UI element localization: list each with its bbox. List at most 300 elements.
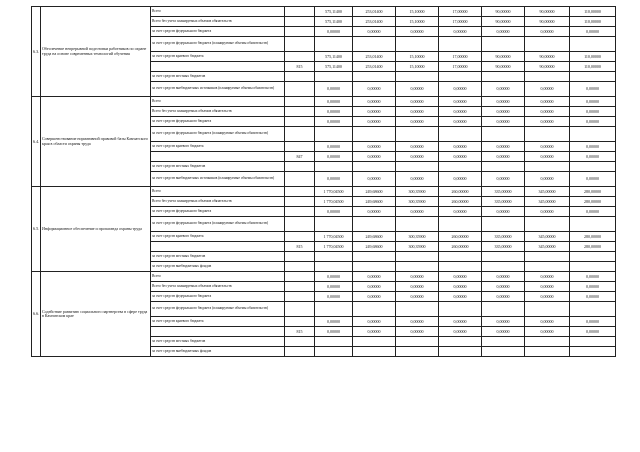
amount-cell: 0,00000: [525, 117, 570, 127]
amount-cell: [525, 37, 570, 52]
amount-cell: 0,00000: [525, 82, 570, 97]
amount-cell: 0,00000: [482, 292, 525, 302]
funding-source-label: за счет средств внебюджетных фондов: [151, 262, 285, 272]
amount-cell: 0,00000: [482, 142, 525, 152]
section-code: 6.6.: [32, 272, 41, 357]
budget-code-cell: [285, 142, 315, 152]
amount-cell: 0,00000: [525, 97, 570, 107]
funding-source-label: Всего: [151, 187, 285, 197]
amount-cell: 1 770,04500: [315, 242, 353, 252]
amount-cell: [525, 302, 570, 317]
amount-cell: 0,00000: [439, 107, 482, 117]
funding-source-label: за счет средств федерального бюджета (планируемые объемы обязательств): [151, 127, 285, 142]
budget-code-cell: [285, 292, 315, 302]
amount-cell: [396, 347, 439, 357]
budget-code-cell: [285, 252, 315, 262]
amount-cell: [353, 262, 396, 272]
amount-cell: 90,00000: [525, 7, 570, 17]
amount-cell: 0,00000: [353, 142, 396, 152]
amount-cell: 0,00000: [570, 207, 616, 217]
amount-cell: 0,00000: [353, 152, 396, 162]
amount-cell: 0,00000: [525, 107, 570, 117]
section-name: Совершенствование нормативной правовой базы Камчатского края в области охраны труда: [41, 97, 151, 187]
amount-cell: 253,01400: [353, 52, 396, 62]
funding-source-label: за счет средств местных бюджетов: [151, 337, 285, 347]
amount-cell: 0,00000: [396, 152, 439, 162]
amount-cell: [353, 347, 396, 357]
amount-cell: [570, 347, 616, 357]
amount-cell: 0,00000: [353, 82, 396, 97]
amount-cell: 90,00000: [482, 17, 525, 27]
amount-cell: [570, 127, 616, 142]
funding-source-label: [151, 62, 285, 72]
amount-cell: [396, 72, 439, 82]
amount-cell: [353, 162, 396, 172]
amount-cell: 345,00000: [525, 242, 570, 252]
amount-cell: 0,00000: [482, 282, 525, 292]
funding-source-label: за счет средств краевого бюджета: [151, 317, 285, 327]
amount-cell: [315, 337, 353, 347]
budget-code-cell: [285, 272, 315, 282]
funding-source-label: за счет средств федерального бюджета: [151, 27, 285, 37]
amount-cell: 260,00000: [439, 232, 482, 242]
section-code: 6.5.: [32, 187, 41, 272]
funding-source-label: [151, 242, 285, 252]
budget-code-cell: [285, 317, 315, 327]
budget-code-cell: [285, 82, 315, 97]
amount-cell: [482, 37, 525, 52]
amount-cell: [482, 217, 525, 232]
amount-cell: 0,00000: [315, 292, 353, 302]
amount-cell: 1 770,04500: [315, 197, 353, 207]
amount-cell: [396, 162, 439, 172]
amount-cell: [525, 252, 570, 262]
amount-cell: [315, 162, 353, 172]
amount-cell: 110,00000: [570, 62, 616, 72]
amount-cell: 280,00000: [570, 232, 616, 242]
amount-cell: 280,00000: [570, 197, 616, 207]
amount-cell: 575,11400: [315, 52, 353, 62]
amount-cell: [396, 262, 439, 272]
amount-cell: 15,10000: [396, 62, 439, 72]
amount-cell: 0,00000: [439, 142, 482, 152]
amount-cell: 90,00000: [482, 52, 525, 62]
table-row: [32, 187, 616, 197]
budget-code-cell: [285, 72, 315, 82]
amount-cell: 17,00000: [439, 7, 482, 17]
budget-code-cell: [285, 52, 315, 62]
amount-cell: 300,35900: [396, 242, 439, 252]
amount-cell: [482, 127, 525, 142]
budget-code-cell: [285, 337, 315, 347]
funding-source-label: Всего без учета планируемых объемов обязательств: [151, 282, 285, 292]
amount-cell: [482, 252, 525, 262]
amount-cell: 253,01400: [353, 62, 396, 72]
amount-cell: 0,00000: [439, 152, 482, 162]
amount-cell: 0,00000: [482, 272, 525, 282]
amount-cell: 0,00000: [396, 292, 439, 302]
amount-cell: [315, 127, 353, 142]
budget-code-cell: [285, 162, 315, 172]
amount-cell: 0,00000: [439, 272, 482, 282]
amount-cell: 0,00000: [570, 272, 616, 282]
funding-source-label: Всего без учета планируемых объемов обязательств: [151, 197, 285, 207]
amount-cell: [439, 347, 482, 357]
amount-cell: 0,00000: [315, 327, 353, 337]
amount-cell: 15,10000: [396, 52, 439, 62]
budget-code-cell: [285, 302, 315, 317]
amount-cell: [439, 262, 482, 272]
amount-cell: 0,00000: [570, 282, 616, 292]
amount-cell: [353, 127, 396, 142]
amount-cell: 280,00000: [570, 242, 616, 252]
amount-cell: 335,00000: [482, 187, 525, 197]
amount-cell: 0,00000: [315, 142, 353, 152]
budget-code-cell: 847: [285, 152, 315, 162]
amount-cell: [439, 217, 482, 232]
amount-cell: [570, 252, 616, 262]
amount-cell: 0,00000: [525, 272, 570, 282]
amount-cell: [396, 217, 439, 232]
amount-cell: 1 770,04500: [315, 232, 353, 242]
budget-code-cell: [285, 7, 315, 17]
amount-cell: 0,00000: [525, 207, 570, 217]
amount-cell: 0,00000: [439, 207, 482, 217]
amount-cell: 0,00000: [570, 82, 616, 97]
funding-source-label: за счет средств федерального бюджета: [151, 117, 285, 127]
amount-cell: [570, 302, 616, 317]
amount-cell: 0,00000: [439, 97, 482, 107]
amount-cell: [570, 162, 616, 172]
amount-cell: [315, 217, 353, 232]
amount-cell: 0,00000: [315, 172, 353, 187]
amount-cell: 300,35900: [396, 187, 439, 197]
table-row: [32, 7, 616, 17]
budget-code-cell: [285, 207, 315, 217]
amount-cell: [525, 162, 570, 172]
funding-source-label: Всего без учета планируемых объемов обязательств: [151, 17, 285, 27]
amount-cell: 15,10000: [396, 17, 439, 27]
amount-cell: 0,00000: [570, 327, 616, 337]
amount-cell: 345,00000: [525, 232, 570, 242]
funding-source-label: за счет средств внебюджетных фондов: [151, 347, 285, 357]
amount-cell: 0,00000: [439, 82, 482, 97]
amount-cell: [439, 302, 482, 317]
amount-cell: 90,00000: [525, 62, 570, 72]
amount-cell: 0,00000: [353, 97, 396, 107]
funding-source-label: [151, 327, 285, 337]
amount-cell: 0,00000: [482, 172, 525, 187]
amount-cell: 0,00000: [525, 172, 570, 187]
amount-cell: 345,00000: [525, 187, 570, 197]
amount-cell: 0,00000: [315, 282, 353, 292]
amount-cell: 249,68600: [353, 187, 396, 197]
amount-cell: 0,00000: [353, 317, 396, 327]
amount-cell: [396, 337, 439, 347]
amount-cell: 0,00000: [570, 142, 616, 152]
amount-cell: [396, 37, 439, 52]
amount-cell: 17,00000: [439, 17, 482, 27]
amount-cell: 1 770,04500: [315, 187, 353, 197]
amount-cell: 0,00000: [482, 97, 525, 107]
amount-cell: 0,00000: [315, 317, 353, 327]
budget-code-cell: [285, 217, 315, 232]
amount-cell: 260,00000: [439, 187, 482, 197]
amount-cell: [396, 302, 439, 317]
amount-cell: 0,00000: [525, 317, 570, 327]
funding-source-label: [151, 152, 285, 162]
amount-cell: [570, 217, 616, 232]
amount-cell: 280,00000: [570, 187, 616, 197]
amount-cell: 0,00000: [570, 117, 616, 127]
amount-cell: [353, 37, 396, 52]
budget-code-cell: [285, 107, 315, 117]
amount-cell: 253,01400: [353, 7, 396, 17]
amount-cell: [570, 262, 616, 272]
funding-source-label: за счет средств краевого бюджета: [151, 232, 285, 242]
amount-cell: 0,00000: [315, 152, 353, 162]
amount-cell: [353, 252, 396, 262]
section-code: 6.3.: [32, 7, 41, 97]
budget-code-cell: [285, 127, 315, 142]
amount-cell: [396, 252, 439, 262]
amount-cell: [353, 217, 396, 232]
amount-cell: 0,00000: [315, 117, 353, 127]
amount-cell: 17,00000: [439, 62, 482, 72]
amount-cell: [396, 127, 439, 142]
amount-cell: 90,00000: [525, 17, 570, 27]
amount-cell: 335,00000: [482, 197, 525, 207]
funding-source-label: Всего без учета планируемых объемов обязательств: [151, 107, 285, 117]
amount-cell: [439, 37, 482, 52]
amount-cell: 0,00000: [525, 152, 570, 162]
amount-cell: [315, 302, 353, 317]
amount-cell: 0,00000: [353, 172, 396, 187]
funding-source-label: за счет средств краевого бюджета: [151, 142, 285, 152]
amount-cell: 15,10000: [396, 7, 439, 17]
budget-code-cell: [285, 97, 315, 107]
amount-cell: 0,00000: [353, 282, 396, 292]
amount-cell: 0,00000: [396, 27, 439, 37]
amount-cell: 0,00000: [353, 207, 396, 217]
amount-cell: 253,01400: [353, 17, 396, 27]
amount-cell: 0,00000: [353, 272, 396, 282]
funding-source-label: за счет средств федерального бюджета (планируемые объемы обязательств): [151, 302, 285, 317]
amount-cell: 249,68600: [353, 197, 396, 207]
amount-cell: 0,00000: [439, 327, 482, 337]
amount-cell: 90,00000: [482, 62, 525, 72]
amount-cell: [570, 37, 616, 52]
amount-cell: 575,11400: [315, 62, 353, 72]
budget-code-cell: [285, 197, 315, 207]
budget-table-sheet: [31, 6, 615, 357]
amount-cell: [353, 337, 396, 347]
amount-cell: [525, 72, 570, 82]
amount-cell: 0,00000: [439, 317, 482, 327]
amount-cell: 0,00000: [439, 27, 482, 37]
amount-cell: 0,00000: [396, 82, 439, 97]
section-name: Информационное обеспечение и пропаганда охраны труда: [41, 187, 151, 272]
amount-cell: [482, 72, 525, 82]
funding-source-label: Всего: [151, 7, 285, 17]
amount-cell: [525, 262, 570, 272]
amount-cell: [439, 162, 482, 172]
amount-cell: [482, 162, 525, 172]
funding-source-label: за счет средств федерального бюджета (планируемые объемы обязательств): [151, 217, 285, 232]
budget-code-cell: 815: [285, 62, 315, 72]
amount-cell: [315, 347, 353, 357]
amount-cell: 0,00000: [396, 172, 439, 187]
amount-cell: 0,00000: [482, 327, 525, 337]
budget-table: [31, 6, 616, 357]
amount-cell: 0,00000: [353, 107, 396, 117]
amount-cell: 0,00000: [482, 82, 525, 97]
amount-cell: 0,00000: [439, 282, 482, 292]
amount-cell: 0,00000: [525, 292, 570, 302]
amount-cell: 0,00000: [353, 327, 396, 337]
section-name: Содействие развитию социального партнерства в сфере труда в Камчатском крае: [41, 272, 151, 357]
amount-cell: [525, 337, 570, 347]
amount-cell: 0,00000: [570, 27, 616, 37]
budget-code-cell: [285, 262, 315, 272]
amount-cell: 0,00000: [482, 317, 525, 327]
amount-cell: [525, 217, 570, 232]
amount-cell: 575,11400: [315, 7, 353, 17]
amount-cell: 90,00000: [525, 52, 570, 62]
amount-cell: 0,00000: [570, 107, 616, 117]
amount-cell: 0,00000: [315, 97, 353, 107]
amount-cell: 0,00000: [570, 152, 616, 162]
amount-cell: [315, 72, 353, 82]
amount-cell: 0,00000: [396, 97, 439, 107]
amount-cell: 0,00000: [396, 282, 439, 292]
amount-cell: 0,00000: [439, 172, 482, 187]
section-name: Обеспечение непрерывной подготовки работников по охране труда на основе современных технологий обучения: [41, 7, 151, 97]
amount-cell: 0,00000: [353, 117, 396, 127]
amount-cell: 0,00000: [570, 317, 616, 327]
amount-cell: [525, 127, 570, 142]
amount-cell: 0,00000: [482, 27, 525, 37]
amount-cell: 0,00000: [396, 107, 439, 117]
amount-cell: 0,00000: [439, 292, 482, 302]
budget-code-cell: [285, 27, 315, 37]
amount-cell: [482, 302, 525, 317]
amount-cell: 260,00000: [439, 197, 482, 207]
amount-cell: [570, 337, 616, 347]
amount-cell: 335,00000: [482, 242, 525, 252]
amount-cell: 0,00000: [353, 27, 396, 37]
amount-cell: 0,00000: [396, 272, 439, 282]
amount-cell: 0,00000: [482, 207, 525, 217]
amount-cell: 110,00000: [570, 7, 616, 17]
amount-cell: 0,00000: [439, 117, 482, 127]
amount-cell: 0,00000: [525, 142, 570, 152]
amount-cell: 110,00000: [570, 17, 616, 27]
amount-cell: 0,00000: [353, 292, 396, 302]
amount-cell: 0,00000: [396, 317, 439, 327]
amount-cell: [315, 37, 353, 52]
amount-cell: 0,00000: [570, 172, 616, 187]
budget-code-cell: [285, 172, 315, 187]
amount-cell: 0,00000: [570, 292, 616, 302]
amount-cell: 0,00000: [525, 327, 570, 337]
amount-cell: 300,35900: [396, 232, 439, 242]
funding-source-label: Всего: [151, 272, 285, 282]
amount-cell: 110,00000: [570, 52, 616, 62]
amount-cell: 0,00000: [525, 282, 570, 292]
table-row: [32, 97, 616, 107]
budget-code-cell: [285, 17, 315, 27]
amount-cell: 0,00000: [396, 327, 439, 337]
amount-cell: 335,00000: [482, 232, 525, 242]
funding-source-label: за счет средств внебюджетных источников (планируемые объемы обязательств): [151, 172, 285, 187]
amount-cell: [570, 72, 616, 82]
amount-cell: 0,00000: [315, 107, 353, 117]
funding-source-label: за счет средств местных бюджетов: [151, 252, 285, 262]
amount-cell: 575,11400: [315, 17, 353, 27]
budget-code-cell: 815: [285, 242, 315, 252]
amount-cell: [482, 347, 525, 357]
amount-cell: 0,00000: [525, 27, 570, 37]
amount-cell: [353, 302, 396, 317]
funding-source-label: за счет средств внебюджетных источников (планируемые объемы обязательств): [151, 82, 285, 97]
funding-source-label: за счет средств местных бюджетов: [151, 72, 285, 82]
amount-cell: [439, 252, 482, 262]
amount-cell: [315, 262, 353, 272]
budget-code-cell: [285, 347, 315, 357]
budget-code-cell: [285, 282, 315, 292]
amount-cell: 249,68600: [353, 232, 396, 242]
funding-source-label: за счет средств федерального бюджета: [151, 207, 285, 217]
table-row: [32, 272, 616, 282]
amount-cell: 0,00000: [315, 207, 353, 217]
amount-cell: 0,00000: [315, 27, 353, 37]
amount-cell: [482, 337, 525, 347]
amount-cell: 260,00000: [439, 242, 482, 252]
amount-cell: 0,00000: [482, 117, 525, 127]
amount-cell: 0,00000: [315, 82, 353, 97]
budget-code-cell: [285, 232, 315, 242]
amount-cell: [525, 347, 570, 357]
amount-cell: [482, 262, 525, 272]
budget-code-cell: 815: [285, 327, 315, 337]
amount-cell: 0,00000: [570, 97, 616, 107]
amount-cell: 249,68600: [353, 242, 396, 252]
funding-source-label: за счет средств краевого бюджета: [151, 52, 285, 62]
amount-cell: 0,00000: [482, 152, 525, 162]
budget-code-cell: [285, 187, 315, 197]
amount-cell: 0,00000: [396, 142, 439, 152]
amount-cell: 0,00000: [482, 107, 525, 117]
amount-cell: [439, 127, 482, 142]
funding-source-label: за счет средств местных бюджетов: [151, 162, 285, 172]
amount-cell: [353, 72, 396, 82]
amount-cell: 300,35900: [396, 197, 439, 207]
funding-source-label: за счет средств федерального бюджета: [151, 292, 285, 302]
amount-cell: 90,00000: [482, 7, 525, 17]
funding-source-label: за счет средств федерального бюджета (планируемые объемы обязательств): [151, 37, 285, 52]
amount-cell: [439, 337, 482, 347]
amount-cell: 0,00000: [396, 207, 439, 217]
amount-cell: 0,00000: [396, 117, 439, 127]
amount-cell: 17,00000: [439, 52, 482, 62]
amount-cell: [315, 252, 353, 262]
amount-cell: 0,00000: [315, 272, 353, 282]
amount-cell: 345,00000: [525, 197, 570, 207]
funding-source-label: Всего: [151, 97, 285, 107]
budget-code-cell: [285, 37, 315, 52]
budget-code-cell: [285, 117, 315, 127]
